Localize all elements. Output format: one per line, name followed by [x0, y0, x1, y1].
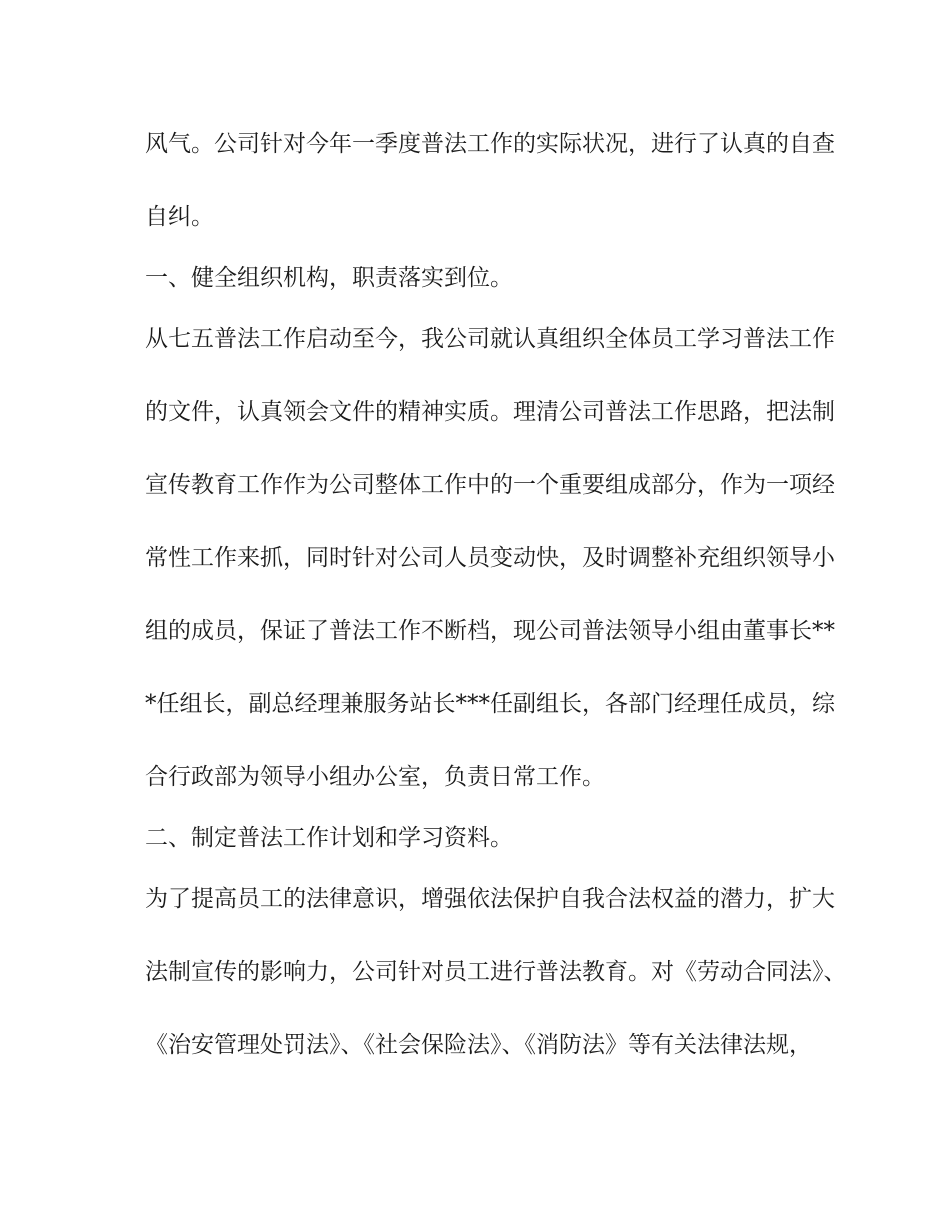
- paragraph-line: 《治安管理处罚法》、《社会保险法》、《消防法》等有关法律法规，: [145, 1032, 812, 1058]
- paragraph-line: 自纠。: [145, 204, 214, 230]
- paragraph-line: 组的成员，保证了普法工作不断档，现公司普法领导小组由董事长**: [145, 618, 835, 644]
- paragraph-line: 宣传教育工作作为公司整体工作中的一个重要组成部分，作为一项经: [145, 472, 835, 498]
- paragraph-line: 常性工作来抓，同时针对公司人员变动快，及时调整补充组织领导小: [145, 545, 835, 571]
- section-heading-2: 二、制定普法工作计划和学习资料。: [145, 825, 513, 851]
- paragraph-line: 风气。公司针对今年一季度普法工作的实际状况，进行了认真的自查: [145, 131, 835, 157]
- section-heading-1: 一、健全组织机构，职责落实到位。: [145, 265, 513, 291]
- paragraph-line: 的文件，认真领会文件的精神实质。理清公司普法工作思路，把法制: [145, 399, 835, 425]
- paragraph-line: 合行政部为领导小组办公室，负责日常工作。: [145, 764, 605, 790]
- paragraph-line: 为了提高员工的法律意识，增强依法保护自我合法权益的潜力，扩大: [145, 886, 835, 912]
- paragraph-line: 法制宣传的影响力，公司针对员工进行普法教育。对《劳动合同法》、: [145, 959, 847, 985]
- paragraph-line: 从七五普法工作启动至今，我公司就认真组织全体员工学习普法工作: [145, 326, 835, 352]
- paragraph-line: *任组长，副总经理兼服务站长***任副组长，各部门经理任成员，综: [145, 691, 835, 717]
